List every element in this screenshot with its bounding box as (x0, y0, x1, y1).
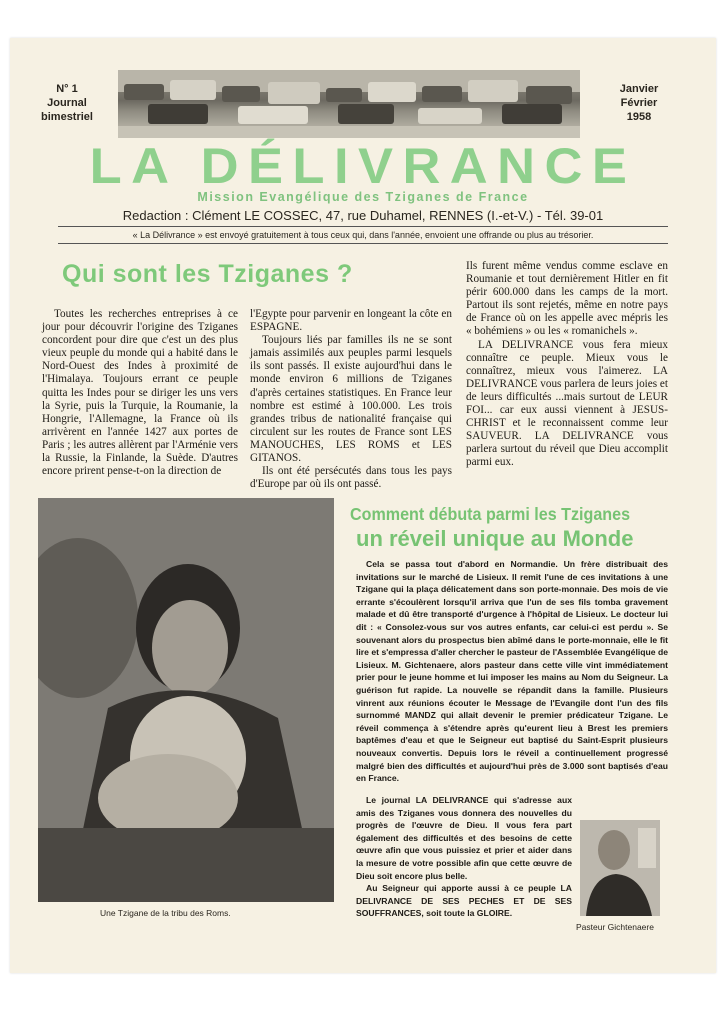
pastor-portrait-photo (580, 820, 660, 916)
masthead-subtitle: Mission Evangélique des Tziganes de France (197, 190, 529, 204)
article2-body (356, 558, 668, 785)
article2-heading-line1: Comment débuta parmi les Tziganes (350, 504, 631, 524)
article1-column-2 (250, 308, 452, 491)
tzigane-woman-photo (38, 498, 334, 902)
article2-paragraph: Cela se passa tout d'abord en Normandie. Un frère distribuait des invitations sur le marché de Lisieux. Il remit l'une de ces invitations à une Tzigane qui la plaça délicatement dans son porte-monnaie. Des mois de vie errante s'écoulèrent lorsqu'il arriva que l'un de ses fils tomba gravement malade et dû être transporté d'urgence à l'hôpital de Lisieux. Le docteur lui dit : « Consolez-vous sur vos autres enfants, car celui-ci est perdu ». Se souvenant alors du prospectus bien abîmé dans le porte-monnaie, elle le fit lire et s'empressa d'aller chercher le pasteur de l'Assemblée Evangélique de Lisieux. M. Gichtenaere, alors pasteur dans cette ville vint immédiatement prier pour le jeune homme et lui imposer les mains au Nom du Seigneur. La guérison fut rapide. La nouvelle se répandit dans la famille. Plusieurs vinrent aux réunions écouter le Message de l'Evangile dont l'un des fils surnommé MANDZ qui allait devenir le premier prédicateur Tzigane. Le réveil commença à s'étendre après qu'eurent lieu à Brest les premiers baptêmes d'eau et que le Seigneur eut baptisé du Saint-Esprit plusieurs nouveaux convertis. Depuis lors le réveil a continuellement progressé malgré bien des difficultés et aujourd'hui près de 3.000 sont baptisés d'eau en France. (356, 559, 668, 784)
article1-heading: Qui sont les Tziganes ? (62, 260, 353, 288)
newspaper-page (10, 38, 716, 973)
main-photo-caption: Une Tzigane de la tribu des Roms. (100, 908, 231, 918)
issue-frequency: bimestriel (41, 111, 93, 123)
article1-paragraph: Toujours liés par familles ils ne se sont jamais assimilés aux peuples parmi lesquels ils sont passés. Il existe aujourd'hui dans le monde environ 6 millions de Tziganes d'après certaines statistiques. En France leur nombre est estimé à 100.000. Les trois grandes tribus de nationalité française qui circulent sur les routes de France sont LES MANOUCHES, LES ROMS et LES GITANOS. (250, 334, 452, 465)
date-month-2: Février (620, 97, 658, 109)
masthead-title: LA DÉLIVRANCE (89, 138, 637, 194)
issue-number: N° 1 (56, 83, 78, 95)
redaction-line: Redaction : Clément LE COSSEC, 47, rue Duhamel, RENNES (I.-et-V.) - Tél. 39-01 (122, 208, 604, 223)
article1-paragraph: Ils furent même vendus comme esclave en Roumanie et tout dernièrement Hitler en fit périr 600.000 dans les camps de la mort. Partout ils sont rejetés, même en notre pays de France où on les appelle avec mépris les « bohémiens » ou les « romanichels ». (466, 260, 668, 338)
article2-paragraph: Le journal LA DELIVRANCE qui s'adresse aux amis des Tziganes vous donnera des nouvelles du progrès de l'œuvre de Dieu. Il vous fera part également des difficultés et des besoins de cette œuvre afin que vous puissiez et prier et aider dans la mesure de votre possible afin que cette œuvre de Dieu soit encore plus belle. (356, 795, 572, 881)
article1-column-1 (42, 308, 238, 478)
date-year: 1958 (626, 111, 652, 123)
issue-date-block (604, 82, 674, 124)
article2-heading-line2: un réveil unique au Monde (356, 526, 634, 551)
article1-column-3 (466, 260, 668, 470)
article1-paragraph: l'Egypte pour parvenir en longeant la côte en ESPAGNE. (250, 308, 452, 334)
pastor-photo-caption: Pasteur Gichtenaere (576, 922, 654, 932)
article2-body-wrap (356, 794, 572, 920)
article1-paragraph: Toutes les recherches entreprises à ce jour pour découvrir l'origine des Tziganes concordent pour dire que c'est un des plus vieux peuple du monde qui a habité dans le Nord-Ouest des Indes à proximité de l'Himalaya. Toujours errant ce peuple quitta les Indes pour se diriger les uns vers la Syrie, puis la Turquie, la Roumanie, la Hongrie, l'Allemagne, la France où ils arrivèrent en l'année 1427 aux portes de Paris ; les autres allèrent par l'Arménie vers la Russie, la Finlande, la Suède. D'autres encore prirent pense-t-on la direction de (42, 308, 238, 478)
issue-number-block (32, 82, 102, 124)
issue-type: Journal (47, 97, 87, 109)
free-delivery-notice: « La Délivrance » est envoyé gratuitement à tous ceux qui, dans l'année, envoient une offrande ou plus au trésorier. (58, 226, 668, 244)
caravan-camp-photo (118, 70, 580, 138)
date-month-1: Janvier (619, 83, 659, 95)
article1-paragraph: LA DELIVRANCE vous fera mieux connaître ce peuple. Mieux vous le connaîtrez, mieux vous l'aimerez. LA DELIVRANCE vous parlera de leurs joies et de leurs difficultés ...mais surtout de LEUR FOI... car eux aussi viennent à JESUS-CHRIST et le reconnaissent comme leur SAUVEUR. LA DELIVRANCE vous parlera surtout du réveil que Dieu accomplit parmi eux. (466, 338, 668, 469)
article2-paragraph: Au Seigneur qui apporte aussi à ce peuple LA DELIVRANCE DE SES PECHES ET DE SES SOUFFRANCES, soit toute la GLOIRE. (356, 883, 572, 919)
article1-paragraph: Ils ont été persécutés dans tous les pays d'Europe par où ils ont passé. (250, 465, 452, 491)
